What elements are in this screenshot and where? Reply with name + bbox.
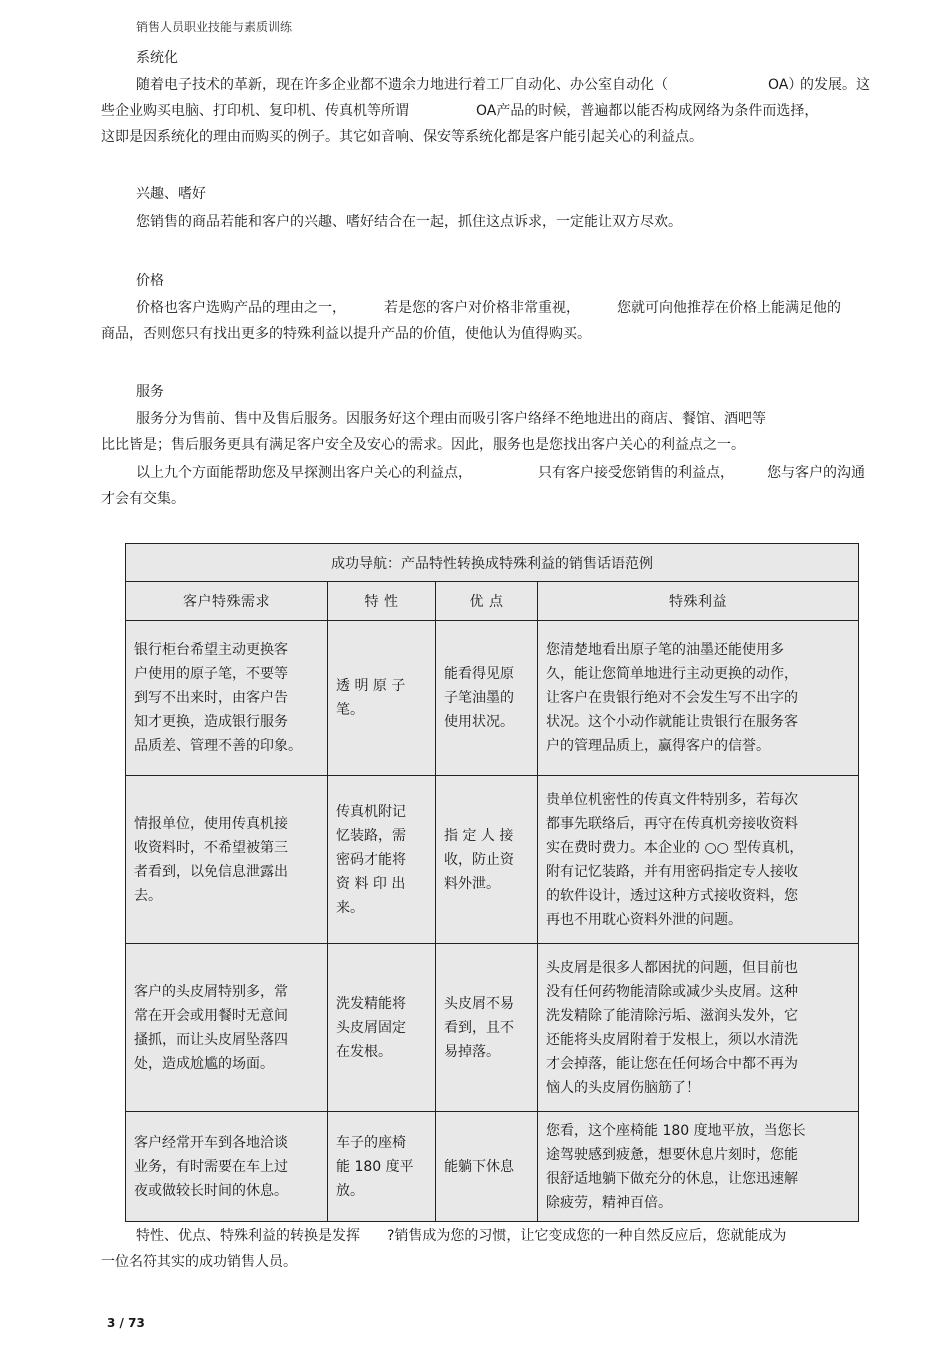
cell-need: 银行柜台希望主动更换客 户使用的原子笔，不要等 到写不出来时，由客户告 知才更换，造成银行服务 品质差、管理不善的印象。 [126, 621, 328, 776]
paragraph-line: 的发展。这 [800, 77, 870, 93]
cell-benefit: 贵单位机密性的传真文件特别多，若每次 都事先联络后，再守在传真机旁接收资料 实在费时费力。本企业的 ○○ 型传真机， 附有记忆装路，并有用密码指定专人接收 的软件设计，透过这种方式接收资料，您 再也不用耽心资料外泄的问题。 [538, 776, 859, 944]
paragraph-line: 商品，否则您只有找出更多的特殊利益以提升产品的价值，使他认为值得购买。 [101, 326, 591, 342]
paragraph-line: 随着电子技术的革新，现在许多企业都不遗余力地进行着工厂自动化、办公室自动化（ [136, 77, 668, 93]
section-heading-systemization: 系统化 [136, 50, 178, 66]
section-heading-service: 服务 [136, 384, 164, 400]
column-header-feature: 特 性 [328, 582, 436, 621]
paragraph-line: 才会有交集。 [101, 491, 185, 507]
table-row [126, 1112, 859, 1222]
paragraph-line: 您就可向他推荐在价格上能满足他的 [617, 300, 841, 316]
paragraph-line: 只有客户接受您销售的利益点， [538, 465, 734, 481]
cell-feature: 洗发精能将 头皮屑固定 在发根。 [328, 944, 436, 1112]
paragraph-line: 以上九个方面能帮助您及早探测出客户关心的利益点， [136, 465, 472, 481]
paragraph-line: 价格也客户选购产品的理由之一， [136, 300, 346, 316]
paragraph-line: OA） [768, 77, 803, 93]
column-header-need: 客户特殊需求 [126, 582, 328, 621]
paragraph-line: ?销售成为您的习惯，让它变成您的一种自然反应后，您就能成为 [387, 1228, 787, 1244]
table-row [126, 944, 859, 1112]
cell-benefit: 您清楚地看出原子笔的油墨还能使用多 久，能让您简单地进行主动更换的动作， 让客户在贵银行绝对不会发生写不出字的 状况。这个小动作就能让贵银行在服务客 户的管理品质上，赢得客户的信誉。 [538, 621, 859, 776]
paragraph-line: 特性、优点、特殊利益的转换是发挥 [136, 1228, 360, 1244]
cell-need: 客户经常开车到各地洽谈 业务，有时需要在车上过 夜或做较长时间的休息。 [126, 1112, 328, 1222]
cell-advantage: 头皮屑不易 看到，且不 易掉落。 [436, 944, 538, 1112]
table-row [126, 776, 859, 944]
column-header-advantage: 优 点 [436, 582, 538, 621]
cell-benefit: 您看，这个座椅能 180 度地平放，当您长 途驾驶感到疲惫，想要休息片刻时，您能 很舒适地躺下做充分的休息，让您迅速解 除疲劳，精神百倍。 [538, 1112, 859, 1222]
paragraph-line: 比比皆是；售后服务更具有满足客户安全及安心的需求。因此，服务也是您找出客户关心的利益点之一。 [101, 437, 745, 453]
section-heading-interests: 兴趣、嗜好 [136, 186, 206, 202]
cell-need: 客户的头皮屑特别多，常 常在开会或用餐时无意间 搔抓，而让头皮屑坠落四 处，造成尬尴的场面。 [126, 944, 328, 1112]
cell-advantage: 能看得见原 子笔油墨的 使用状况。 [436, 621, 538, 776]
cell-need: 情报单位，使用传真机接 收资料时，不希望被第三 者看到，以免信息泄露出 去。 [126, 776, 328, 944]
paragraph-line: 一位名符其实的成功销售人员。 [101, 1254, 297, 1270]
table-caption: 成功导航：产品特性转换成特殊利益的销售话语范例 [126, 544, 859, 582]
paragraph-line: 您与客户的沟通 [767, 465, 865, 481]
cell-feature: 传真机附记 忆装路，需 密码才能将 资 料 印 出 来。 [328, 776, 436, 944]
sales-phrase-guide-table [125, 543, 859, 1222]
cell-advantage: 能躺下休息 [436, 1112, 538, 1222]
cell-advantage: 指 定 人 接 收，防止资 料外泄。 [436, 776, 538, 944]
cell-feature: 透 明 原 子 笔。 [328, 621, 436, 776]
page-number: 3 / 73 [107, 1316, 145, 1330]
running-header: 销售人员职业技能与素质训练 [136, 20, 293, 34]
cell-benefit: 头皮屑是很多人都困扰的问题，但目前也 没有任何药物能清除或减少头皮屑。这种 洗发精除了能清除污垢、滋润头发外，它 还能将头皮屑附着于发根上，须以水清洗 才会掉落，能让您在任何场合中都不再为 恼人的头皮屑伤脑筋了！ [538, 944, 859, 1112]
paragraph-line: 这即是因系统化的理由而购买的例子。其它如音响、保安等系统化都是客户能引起关心的利益点。 [101, 129, 703, 145]
paragraph-line: 些企业购买电脑、打印机、复印机、传真机等所谓 [101, 103, 409, 119]
table-row [126, 621, 859, 776]
paragraph-line: 服务分为售前、售中及售后服务。因服务好这个理由而吸引客户络绎不绝地进出的商店、餐馆、酒吧等 [136, 411, 766, 427]
cell-feature: 车子的座椅 能 180 度平 放。 [328, 1112, 436, 1222]
paragraph-line: OA产品的时候，普遍都以能否构成网络为条件而选择， [476, 103, 819, 119]
column-header-benefit: 特殊利益 [538, 582, 859, 621]
section-heading-price: 价格 [136, 273, 164, 289]
paragraph-line: 若是您的客户对价格非常重视， [384, 300, 580, 316]
paragraph-line: 您销售的商品若能和客户的兴趣、嗜好结合在一起，抓住这点诉求，一定能让双方尽欢。 [136, 214, 682, 230]
